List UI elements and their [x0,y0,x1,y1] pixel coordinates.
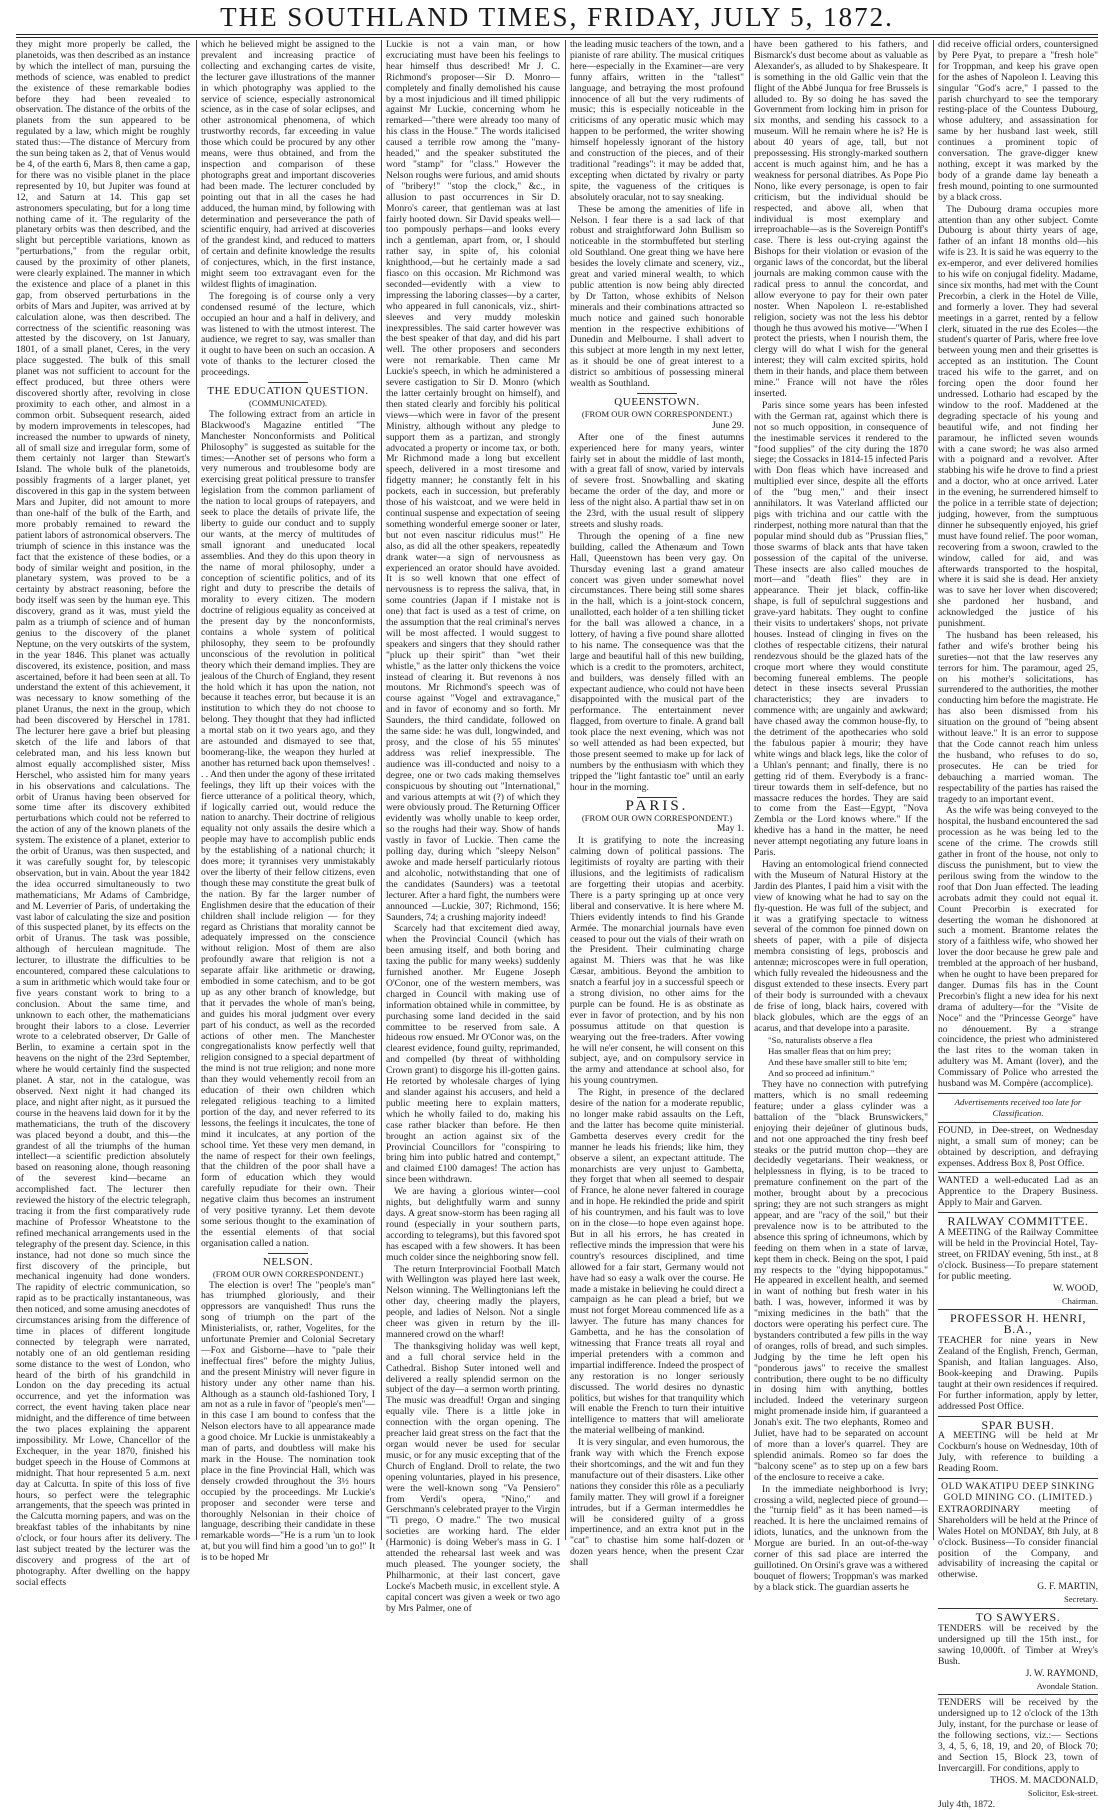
masthead-rule-2 [16,37,1098,38]
nelson-critique-text: the leading music teachers of the town, and a pianiste of rare ability. The musical critiques here—especially in the Examiner—are very funny affairs, written in the "tallest" language, and betraying the most profound innocence of all but the very rudiments of music; this is especially noticeable in the criticisms of any operatic music which may happen to be performed, the writer showing himself hopelessly ignorant of the history and construction of the pieces, and of their traditional "readings": it may be added that, excepting when dictated by rivalry or party spite, the vagueness of the critiques is absolutely oracular, not to say sneaking. [570,39,744,203]
ad-separator [938,1093,1098,1094]
queenstown-byline: (FROM OUR OWN CORRESPONDENT.) [581,408,733,419]
lecture-summary: The foregoing is of course only a very condensed resumé of the lecture, which occupied an hour and a half in delivery, and was listened to with the utmost interest. The audience, we regret to say, was smaller than it ought to have been on such an occasion. A vote of thanks to the lecturer closed the proceedings. [201,290,375,379]
ad-separator [938,1122,1098,1123]
professor-heading: PROFESSOR H. HENRI, B.A., [949,1311,1087,1337]
tenders-date: July 4th, 1872. [938,1798,996,1810]
column-5 [754,39,928,1593]
nelson-text-continued: Luckie is not a vain man, or how excruciating must have been his feelings to hear himself thus described! Mr J. C. Richmond's proposer—Sir D. Monro—completely and finally demolished his cause by a most injudicious and ill timed philippic against Mr Luckie, concerning whom he remarked—"there were already too many of his class in the House." The words italicised caused a terrible row among the "many-headed," and the speaker substituted the word "stamp" for "class." However the Nelson roughs were furious, and amid shouts of "bribery!" "stop the clock," &c., in allusion to past occurrences in Sir D. Monro's career, that gentleman was at last fairly hooted down. Sir David speaks well—too pompously perhaps—and looks every inch a gentleman, apart from, or, I should rather say, in spite of, his colonial knighthood,—but he certainly made a sad fiasco on this occasion. Mr Richmond was seconded—evidently with a view to impressing the laboring classes—by a carter, who appeared in full canonicals, viz., shirt-sleeves and very muddy moleskin inexpressibles. The said carter however was the best speaker of that day, and did his part well. The other proposers and seconders were not remarkable. Then came Mr Luckie's speech, in which he administered a severe castigation to Sir D. Monro (which the latter certainly brought on himself), and then stated clearly and forcibly his political views—which were in favor of the present Ministry, although without any pledge to support them as a partizan, and strongly advocated a property or income tax, or both. Mr Richmond made a long but excellent speech, delivered in a most tiresome and fidgetty manner; he constantly felt in his pockets, each in succession, but preferably those of his waistcoat, and we were held in continual suspense and expectation of seeing something wonderful emerge sooner or later, but not even nascitur ridiculus mus!" He also, as did all the other speakers, repeatedly drank water—a sign of nervousness as experienced an orator should have avoided. It is so well known that one effect of nervousness is to repress the saliva, that, in some countries (Japan if I mistake not is one) that fact is used as a test of crime, on the assumption that the real criminal's nerves will be most affected. I would suggest to speakers and singers that they should rather "pluck up their spirit" than "wet their whistle," as the latter only thickens the voice instead of clearing it. But revenons à nos moutons. Mr Richmond's speech was of course against "Vogel and extravagance," and in favor of economy and so forth. Mr Saunders, the third candidate, followed on the same side: he was dull, longwinded, and prosy, and the close of his 55 minutes' address was relief inexpressible. The audience was ill-conducted and noisy to a degree, one or two cads making themselves conspicuous by shouting out "International," and various attempts at wit (?) of which they were obviously proud. The Returning Officer evidently was wholly unable to keep order, so the roughs had their way. Show of hands vastly in favor of Luckie. Then came the polling day, during which "sleepy Nelson" awoke and made herself particularly riotous and alcoholic, notwithstanding that one of the candidates (Saunders) was a teetotal lecturer. After a hard fight, the numbers were announced —Luckie, 307; Richmond, 156; Saunders, 74; a crushing majority indeed! [386,39,560,923]
section-rule [637,393,677,394]
nelson-byline: (FROM OUR OWN CORRESPONDENT.) [212,1268,364,1279]
dubourg-procession-text: As the wife was being conveyed to the hospital, the husband encountered the sad procession as he was being led to the scene of the crime. The crowds still gather in front of the house, not only to discuss the punishment, but to view the perilous swing from the window to the roof that Don Juan effected. The leading acrobats admit they could not equal it. Count Precorbin is execrated for deserting the woman he dishonored at such a moment. Brantome relates the story of a faithless wife, who showed her lover the door because he grew pale and trembled at the approach of her husband, when he ought to have been prepared for danger. Dumas fils has in the Count Precorbin's flight a new idea for his next drama of adultery—for the "Visite de Noce" and the "Princesse George" have no dénouement. By a strange coincidence, the priest who administered the last rites to the woman taken in adultery was M. Amant (lover), and the Commissary of Police who arrested the husband was M. Compère (accomplice). [938,805,1098,1090]
railway-committee-heading: RAILWAY COMMITTEE. [947,1214,1089,1229]
education-byline: (COMMUNICATED). [248,398,328,408]
wakatipu-heading: OLD WAKATIPU DEEP SINKING GOLD MINING CO. (LIMITED.) [941,1481,1095,1503]
spar-bush-text: A MEETING will be held at Mr Cockburn's house on Wednesday, 10th of July, with reference to building a Reading Room. [938,1430,1098,1475]
queenstown-hall-text: Through the opening of a fine new building, called the Athenæum and Town Hall, Queenstown has been very gay. On Thursday evening last a grand amateur concert was given under somewhat novel circumstances. There being still some shares in the hall, which is a joint-stock concern, unallotted, each holder of a ten shilling ticket for the ball was allowed a chance, in a lottery, of having a five pound share allotted to his name. The consequence was that the large and beautiful hall of this new building, which is a credit to the promoters, architect, and builders, was densely filled with an expectant audience, who could not have been disappointed with the musical part of the performance. The entertainment never flagged, from overture to finale. A grand ball took place the next evening, which was not so well attended as had been expected, but those present seemed to make up for lack of numbers by the enthusiasm with which they tripped the "light fantastic toe" until an early hour in the morning. [570,530,744,793]
nelson-football-text: The return Interprovincial Football Match with Wellington was played here last week, Nelson winning. The Wellingtonians left the other day, cheering madly the players, people, and ladies of Nelson. Not a single cheer was given in return by the ill-mannered crowd on the wharf! [386,1263,560,1340]
section-rule [268,1253,308,1254]
queenstown-heading: QUEENSTOWN. [614,396,700,408]
nelson-heading: NELSON. [262,1255,314,1268]
queenstown-winter-text: After one of the finest autumns experienced here for many years, winter fairly set in about the middle of last month, with a great fall of snow, varied by intervals of severe frost. Snowballing and skating became the order of the day, and more or less of the night also. A partial thaw set in on the 23rd, with the usual result of slippery streets and slushy roads. [570,431,744,530]
column-divider [565,40,566,1540]
column-4 [570,39,744,1569]
paris-abbe-text: have been gathered to his fathers, and Bismarck's dust become about as valuable as Alexander's, as alluded to by Shakespeare. It is something in the old Gallic vein that the flight of the Abbé Junqua for free Brussels is alluded to. By so doing he has saved the Government from locking him in prison for six months, and sending his cassock to a museum. Will he remain where he is? He is about 40 years of age, tall, but not prepossessing. His strongly-marked southern accent is much against him, and he has a weakness for personal diatribes. As Pope Pio Nono, like every personage, is open to fair criticism, but the individual should be respected, and above all, when that individual is most exemplary and irreproachable—as is the Sovereign Pontiff's case. There is less out-crying against the Bishops for their violation or evasion of the organic laws of the concordat, but the liberal journals are making common cause with the radical press to annul the concordat, and allow everyone to pay for their own pater noster. When Napoleon I. re-established religion, society was not the less his debtor though he thus avowed his motive—"When I protect the priests, when I nourish them, the clergy will do what I wish for the general interest; they will calm excited spirits, hold them in their hands, and place them between mine." France will not have the rôles inserted. [754,39,928,399]
education-text: The following extract from an article in Blackwood's Magazine entitled "The Manchester Nonconformists and Political Philosophy" is suggested as suitable for the times:—Another set of persons who form a very numerous and troublesome body are exercising great political pressure to transfer legislation from the common parliament of the nation to local groups of ratepayers, and seek to place the details of private life, the liberty to guide our conduct and to supply our wants, at the mercy of multitudes of small ignorant and uneducated local assemblies. And they do this upon theory in the name of moral philosophy, under a conception of scientific politics, and of its right and duty to prescribe the details of morality to every citizen. The modern doctrine of religious equality as conceived at the present day by the nonconformists, contains a whole system of political philosophy, they seem to be profoundly unconscious of the revolution in political theory which their demand implies. They are jealous of the Church of England, they resent the hold which it has upon the nation, not because it teaches error, but because it is an institution to which they do not choose to belong. They thought that they had inflicted a mortal stab on it two years ago, and they are astounded and dismayed to see that, boomerang-like, the weapon they hurled at another has returned back upon themselves! . . . And then under the agony of these irritated feelings, they lift up their voices with the fierce utterance of a political theory, which, if logically carried out, would reduce the nation to anarchy. Their doctrine of religious equality not only assails the desire which a people may have to accomplish public ends by the establishing of a national church; it does more; it tyrannises very unmistakably over the liberty of their fellow citizens, even though these may constitute the great bulk of the nation. By far the larger number of Englishmen desire that the education of their children shall include religion — for they regard as Christians that morality cannot be adequately impressed on the conscience without religion. Most of them are also profoundly aware that religion is not a separate affair like arithmetic or drawing, embodied in some catechism, and to be got up as any other branch of knowledge, but that it pervades the whole of man's being, and guides his moral judgment over every part of his conduct, as well as the recorded actions of other men. The Manchester congregationalists know perfectly well that religion consigned to a special department of the mind is not true religion; and none more than they would vehemently recoil from an education of their own children which relegated religious teaching to a limited portion of the day, and never referred to its lessons, the feelings it inculcates, the tone of mind it inculcates, at any portion of the school time. Yet these very men demand, in the name of respect for their own feelings, that the children of the poor shall have a form of education which they would carefully repudiate for their own. Their negative claim thus becomes an instrument of very positive tyranny. Let them devote some serious thought to the examination of the essential elements of that social organisation called a nation. [201,408,375,1249]
nelson-minerals-text: These be among the amenities of life in Nelson. I fear there is a sad lack of that robust and straightforward John Bullism so noticeable in the stormbuffeted but sterling old Southland. One great thing we have here besides the lovely climate and scenery, viz., great and varied mineral wealth, to which public attention is now being ably directed by Dr Tatton, whose exhibits of Nelson minerals and their combinations attracted so much notice and gained such honorable mention in the respective exhibitions of Dunedin and Melbourne. I shall advert to this subject at more length in my next letter, as it should be one of great interest to a district so ambitious of possessing mineral wealth as Southland. [570,203,744,390]
column-divider [381,40,382,1540]
wakatipu-text: EXTRAORDINARY meeting of Shareholders will be held at the Prince of Wales Hotel on MONDAY, 8th July, at 8 o'clock. Business—To consider financial position of the Company, and advisability of increasing the capital or otherwise. [938,1503,1098,1581]
dubourg-husband-text: The husband has been released, his father and wife's brother being his sureties—not that the law reserves any terrors for him. The paramour, aged 25, on his mother's solicitations, has surrendered to the authorities, the mother conducting him before the magistrate. He has also been dismissed from his situation on the ground of "being absent without leave." It is an error to suppose that the Code cannot reach him unless the husband, who refuses to do so, prosecutes. He can be tried for debauching a married woman. The respectability of the parties has raised the tragedy to an important event. [938,629,1098,805]
paris-museum-text: Having an entomological friend connected with the Museum of Natural History at the Jardin des Plantes, I paid him a visit with the view of knowing what he had to say on the fly-question. He was full of the subject, and it was a gratifying spectacle to witness several of the common foe pinned down on sheets of paper, with a pile of disjecta membra consisting of legs, proboscis and antennæ; microscopes were in full operation, which fully revealed the hideousness and the disgust extended to these insects. Every part of their body is surrounded with a chevaux de frise of long, black hairs, covered with black globules, which are the eggs of an acarus, and that develope into a parasite. [754,858,928,1034]
sawyers-signature: J. W. RAYMOND, [1025,1667,1098,1679]
column-6 [938,39,1098,1810]
ad-found: FOUND, in Dee-street, on Wednesday night, a small sum of money; can be obtained by description, and defraying expenses. Address Box 8, Post Office. [938,1124,1098,1169]
nelson-music-text: The thanksgiving holiday was well kept, and a full choral service held in the Cathedral. Bishop Suter intoned well and delivered a really splendid sermon on the subject of the day—a sermon worth printing. The music was dreadful! Organ and singing equally vile. There is a little joke in connection with the organ opening. The preacher laid great stress on the fact that the organ would never be used for secular music, or for any music excepting that of the Church of England. Droll to relate, the two opening voluntaries, played in his presence, were the well-known song "Va Pensiero" from Verdi's opera, "Nino," and Gerschmann's celebrated prayer to the Virgin "Ti prego, O madre." The two musical societies are working hard. The elder (Harmonic) is doing Weber's mass in G. I attended the rehearsal last week and was much pleased. The younger society, the Philharmonic, at their last concert, gave Locke's Macbeth music, in excellent style. A capital concert was given a week or two ago by Mrs Palmer, one of [386,1340,560,1614]
masthead-rule [16,34,1098,35]
spar-bush-heading: SPAR BUSH. [981,1417,1055,1432]
columns [16,39,1098,1810]
tenders-title: Solicitor, Esk-street. [1027,1787,1098,1798]
railway-committee-title: Chairman. [1061,1295,1098,1306]
column-divider [196,40,197,1540]
ad-separator [938,1416,1098,1417]
ad-separator [938,1694,1098,1695]
queenstown-dateline: June 29. [712,419,744,431]
ad-wanted: WANTED a well-educated Lad as an Apprentice to the Drapery Business. Apply to Mair and Garven. [938,1175,1098,1209]
nelson-weather-text: We are having a glorious winter—cool nights, but delightfully warm and sunny days. A great snow-storm has been raging all round (especially in your southern parts, according to telegrams), but this favored spot has escaped with a few showers. It has been much colder since the neighboring snow fell. [386,1186,560,1263]
paris-heading: PARIS. [625,797,689,814]
column-divider [933,40,934,1540]
nelson-text: The election is over! The "people's man" has triumphed gloriously, and their oppressors are vanquished! Thus runs the song of triumph on the part of the Ministerialists, or, rather, Vogelites, for the unfortunate Premier and Colonial Secretary—Fox and Gisborne—have to "pale their ineffectual fires" before the mighty Julius, and the present Ministry will never figure in history under any other name than his. Although as a staunch old-fashioned Tory, I am not as a rule in favor of "people's men"—in this case I am bound to confess that the Nelson electors have to all appearance made a good choice. Mr Luckie is unmistakeably a man of parts, and doubtless will make his mark in the House. The nomination took place in the fine Provincial Hall, which was densely crowded throughout the 3½ hours occupied by the proceedings. Mr Luckie's proposer and seconder were terse and thoroughly Nelsonian in their choice of language, describing their candidate in these remarkable words—"He is a rum 'un to look at, but you will find him a good 'un to go!" It is to be hoped Mr [201,1279,375,1564]
paris-hippo-text: They have no connection with putrefying matters, which is no small redeeming feature; under a glass cylinder was a battalion of the "black Brunswickers," enjoying their dejeûner of glutinous buds, and not one approached the tiny fresh beef steaks or the putrid mutton chop—they are decidedly vegetarians. Their weakness, or helplessness in flying, is to be traced to premature confinement on the part of the mother, brought about by a precocious spring; they are not such strangers as might appear, and are "racy of the soil," but their prevalence now is to be attributed to the absence this spring of ichneumons, which by feeding on them when in a state of larvæ, kept them in check. Being on the spot, I paid my respects to the "dying hippopotamus." He appeared in excellent health, and seemed in want of nothing but fresh water in his bath. I was, however, informed it was by "mixing medicines in the bath" that the doctors were operating his perfect cure. The bystanders contributed a few pills in the way of oranges, rolls of bread, and such simples. Judging by the time he left open his "ponderous jaws" to receive the smallest contribution, there ought to be no difficulty in dosing him with anything, bottles included. Indeed the veterinary surgeon might promenade inside him, if guaranteed a Jonah's exit. The two elephants, Romeo and Juliet, have had to be separated on account of more than a lover's quarrel. They are splendid animals. Romeo so far does the "balcony scene" as to step up on a few bars of the enclosure to receive a cake. [754,1079,928,1483]
sawyers-location: Avondale Station. [1036,1680,1098,1691]
dubourg-drama-text: The Dubourg drama occupies more attention than any other subject. Comte Dubourg is about thirty years of age, father of an infant 18 months old—his wife is 23. It is said he was equerry to the ex-emperor, and ever delivered homilies to his wife on conjugal fidelity. Madame, since six months, had met with the Count Precorbin, a clerk in the Hotel de Ville, and formerly a lover. They had several meetings in a garret, rented by a fellow clerk, situated in the rue des Ecoles—the student's quarter of Paris, where free love between young men and their grisettes is accepted as an institution. The Count traced his wife to the garret, and on forcing open the door found her undressed. Lothario had escaped by the window to the roof. Maddened at the degrading spectacle of his young and beautiful wife, and not finding her paramour, he inflicted seven wounds with a cane sword; he was also armed with a poignard and a revolver. After stabbing his wife he drove to find a priest and a doctor, who at once arrived. Later in the evening, he surrendered himself to the police in a terrible state of dejection; judging, however, from the sumptuous dinner he subsequently enjoyed, his grief must have found relief. The poor woman, recovering from a swoon, crawled to the window, called for aid, and was afterwards transported to the hospital, where it is said she is dead. Her anxiety was to save her lover when discovered; she pardoned her husband, and acknowledged the justice of his punishment. [938,203,1098,630]
paris-ivry-text: In the immediate neighborhood is Ivry; crossing a wild, neglected piece of ground—the "turnip field" as it has been named—is reached. It is here the unclaimed remains of idiots, lunatics, and the unknown from the Morgue are buried. In an out-of-the-way corner of this sad place are interred the guillotined. On Orsini's grave was a withered bouquet of flowers; Troppman's was marked by a black stick. The guardian asserts he [754,1483,928,1593]
paris-insects-text: Paris since some years has been infested with the German rat, against which there is not so much opposition, in consequence of the inestimable services it rendered to the "food supplies" of the city during the 1870 siege; the Cossacks in 1814-15 infected Paris with Don fleas which have increased and multiplied ever since, despite all the efforts of the "bug men," and their insect annihilators. It was Vaterland afflicted our pigs with trichina and our cattle with the rinderpest, nothing more natural than that the popular mind should dub as "Prussian flies," those swarms of black ants that have taken possession of the capital of the universe. These insects are also called mouches de mort—and "death flies" they are in appearance. Their jet black, coffin-like shape, is full of sepulchral suggestions and grave-yard habitats. They ought to confine their visits to undertakers' shops, not private houses. Instead of clinging in fives on the clothes of respectable citizens, their natural rendezvous should be the glazed hats of the croque mort where they would constitute becoming funereal emblems. The people detect in these insects several Prussian characteristics; they are invaders to commence with; are ungainly and awkward; have chased away the common house-fly, to the detriment of the apothecaries who sold the fabulous papier à mourir; they have white wings and black legs, like the color of a Uhlan's pennant; and finally, there is no getting rid of them. Everybody is a franc-tireur towards them in self-defence, but no massacre reduces the hordes. They are said to come from the East—Egypt, "Nova Zembla or the Lord knows where." If the khedive has a hand in the matter, he need never attempt negotiating any future loans in Paris. [754,399,928,859]
paris-grave-text: did receive official orders, countersigned by Pere Pyat, to prepare a "fresh hole" for Troppman, and keep his grave open for the ashes of Napoleon I. Leaving this singular "God's acre," I passed to the parish churchyard to see the temporary resting-place of the Countess Dubourg, whose adultery, and assassination for same by her husband last week, still continues a prominent topic of conversation. The grave-digger knew nothing, except it was marked by the body of a grande dame lay beneath a fresh mound, pointing to one surmounted by a black cross. [938,39,1098,203]
professor-text: TEACHER for nine years in New Zealand of the English, French, German, Spanish, and Italian languages. Also, Book-keeping and Drawing. Pupils taught at their own residences if required. For further information, apply by letter, addressed Post Office. [938,1335,1098,1412]
wakatipu-title: Secretary. [1063,1594,1098,1605]
paris-gambetta-text: The Right, in presence of the declared desire of the nation for a moderate republic, no longer make rabid assaults on the Left, and the latter has become quite ministerial. Gambetta deserves every credit for the manner he leads his friends; like him, they observe a silent, an expectant attitude. The monarchists are very unjust to Gambetta, they forget that when all seemed to despair of France, he alone never faltered in courage and in hope. He rekindled the pride and spirit of his countrymen, and his fault was to love on in the close—to hope even against hope. But in all his errors, he has created in reflective minds the impression that were his country's resources disciplined, and time allowed for a fair start, Germany would not have had so easy a walk over the course. He made a mistake in believing he could direct a campaign as he can plead a brief, but we must not forget Moreau commenced life as a lawyer. The future has many chances for Gambetta, and he has the consolation of witnessing that France treats all royal and imperial pretenders with a common and impartial indifference. Indeed the prospect of any restoration is no longer seriously discussed. The world desires no dynastic politics, but wishes for that tranquility which will enable the French to turn their intuitive intelligence to matters that will ameliorate the material wellbeing of mankind. [570,1087,744,1437]
paris-byline: (FROM OUR OWN CORRESPONDENT.) [581,812,733,823]
column-3 [386,39,560,1614]
sawyers-heading: TO SAWYERS. [975,1610,1061,1625]
ad-separator [938,1309,1098,1310]
ad-separator [938,1608,1098,1609]
lecture-text-continued: they might more properly be called, the planetoids, was then described as an instance by which the intellect of man, pursuing the methods of science, was enabled to predict the existence of these remarkable bodies before they had been revealed to observation. The distance of the orbits of the planets from the sun appeared to be regulated by a law, which might be roughly stated thus:—The distance of Mercury from the sun being taken as 2, that of Venus would be 4, of the earth 6, Mars 8, then came a gap, for there was no visible planet in the place represented by 10, but Jupiter was found at 12, and Saturn at 14. This gap set astronomers speculating, but for a long time nothing came of it. The regularity of the planetary orbits was then described, and the slight but perceptible variations, known as "perturbations," from the regular orbit, caused by the proximity of other planets, were clearly explained. The manner in which the existence and place of a planet in this gap, from observed perturbations in the orbits of Mars and Jupiter, was arrived at by calculation alone, was then described. The correctness of the scientific reasoning was attested by the discovery, on 1st January, 1801, of a small planet, Ceres, in the very place suggested. The bulk of this small planet was not sufficient to account for the effect produced, but three others were discovered shortly after, revolving in close proximity to each other, and almost in a common orbit. Subsequent research, aided by modern improvements in telescopes, had increased the number to upwards of ninety, all of small size and irregular form, some of them certainly not larger than Stewart's Island. The whole bulk of the planetoids, possibly fragments of a larger planet, yet discovered in this gap in the system between Mars and Jupiter, did not amount to more than one-half of the bulk of the Earth, and more probably remained to reward the patient labors of astronomical observers. The triumph of science in this instance was the fact that the existence of these bodies, or a body of similar weight and position, in the planetary system, was proved to be a certainty by abstract reasoning, before the body itself was seen by the human eye. This discovery, grand as it was, must yield the palm as a triumph of science and of human genius to the discovery of the planet Neptune, on the very outskirts of the system, in the year 1846. This planet was actually discovered, its existence, position, and mass ascertained, before it had been seen at all. To understand the extent of this achievement, it was necessary to know something of the planet Uranus, the next in the group, which had been discovered by Herschel in 1781. The lecturer here gave a brief but pleasing sketch of the life and labors of that celebrated man, and his less known but almost equally accomplished sister, Miss Herschel, who assisted him for many years in his observations and calculations. The orbit of Uranus having been observed for some time after its discovery exhibited perturbations which could not be referred to the action of any of the known planets of the system. The existence of a planet, exterior to the orbit of Uranus, was then suspected, and it was carefully sought for, by telescopic observation, but in vain. About the year 1842 the idea occurred simultaneously to two mathematicians, Mr Adams of Cambridge, and M. Leverrier of Paris, of undertaking the vast labor of calculating the size and position of this suspected planet, by its effects on the orbit of Uranus. The task was possible, although of herculean magnitude. The lecturer, to illustrate the difficulties to be encountered, compared these calculations to a sum in arithmetic which would take four or five years constant work to bring to a conclusion. About the same time, and unknown to each other, the mathematicians brought their labors to a close. Leverrier wrote to a celebrated observer, Dr Galle of Berlin, to examine a certain spot in the heavens on the night of the 23rd September, where he would certainly find the suspected planet. A star, not in the catalogue, was observed. Next night it had changed its place, and night after night, as it pursued the course in the heavens laid down for it by the mathematicians, the truth of the discovery was placed beyond a doubt, and this—the grandest of all the triumphs of the human intellect—a scientific prediction absolutely based on reasoning alone, though reasoning of the severest kind—became an accomplished fact. The lecturer then reviewed the history of the electric telegraph, tracing it from the first comparatively rude machine of Professor Wheatstone to the refined mechanical arrangements used in the telegraphy of the present day. Science, in this instance, had not done so much since the first discovery of the principle, but mechanical ingenuity had done wonders. The rapidity of electric communication, so rapid as to be practically instantaneous, was then noticed, and some amusing anecdotes of circumstances arising from the difference of time in places of different longitude connected by telegraph were narrated, notably one of an old gentleman residing some distance to the west of London, who heard of the birth of his grandchild in London on the day preceding its actual occurrence, and yet the information was correct, the event having taken place near midnight, and the difference of time between the two places explaining the apparent impossibility. Mr Lowe, Chancellor of the Exchequer, in the year 1870, finished his budget speech in the House of Commons at midnight. That hour represented 5 a.m. next day at Calcutta. In spite of this loss of five hours, so perfect were the telegraphic arrangements, that the speech was printed in the Calcutta morning papers, and was on the breakfast tables of the inhabitants by nine o'clock, or four hours after its delivery. The last subject treated by the lecturer was the discovery and progress of the art of photography. After dwelling on the happy social effects [16,39,190,1588]
column-divider [749,40,750,1540]
tenders-signature: THOS. M. MACDONALD, [990,1774,1098,1786]
flea-verse: "So, naturalists observe a flea Has smaller fleas that on him prey; And these have smaller still to bite 'em; And so proceed ad infinitum." [768,1035,908,1079]
ad-separator [938,1478,1098,1479]
railway-committee-text: A MEETING of the Railway Committee will be held in the Provincial Hotel, Tay-street, on FRIDAY evening, 5th inst., at 8 o'clock. Business—To prepare statement for public meeting. [938,1227,1098,1282]
paris-politics-text: It is gratifying to note the increasing calming down of political passions. The legitimists of royalty are parting with their illusions, and the legitimists of radicalism are forgetting their utopias and acerbity. There is a party springing up at once very liberal and conservative. It is here where M. Thiers evidently intends to find his Grande Armée. The monarchial journals have even ceased to pour out the vials of their wrath on the President. Their culminating charge against M. Thiers was that he was like Cæsar, ambitious. Beyond the ambition to snatch a fearful joy in a successful speech or a strong division, no other aims for the purple can be found. He is as obstinate as ever in favor of protection, and by his non possumus attitude on that question is wearying out the free-traders. After vowing he will ne'er consent, he will consent on this subject, aye, and on compulsory service in the army and attendance at school also, for his young countrymen. [570,835,744,1087]
late-ads-notice: Advertisements received too late for Classification. [954,1097,1082,1118]
wakatipu-signature: G. F. MARTIN, [1037,1581,1098,1593]
masthead-title: THE SOUTHLAND TIMES, FRIDAY, JULY 5, 1872. [220,2,894,32]
tenders-text: TENDERS will be received by the undersigned up to 12 o'clock of the 13th July, instant, for the purchase or lease of the following sections, viz.:— Sections 3, 4, 5, 6, 18, 19, and 20, of Block 70; and Section 15, Block 23, town of Invercargill. For conditions, apply to [938,1697,1098,1774]
lecture-text-end: which he believed might be assigned to the prevalent and increasing practice of collecting and exchanging cartes de visite, the lecturer gave illustrations of the manner in which photography was applied to the service of science, especially astronomical science, as in the case of solar eclipses, and other astronomical phenomena, of which trustworthy records, far exceeding in value those which could be procured by any other means, were thus obtained, and from the inspection and comparison of these photographs great and important discoveries had been made. The lecturer concluded by pointing out that in all the cases he had adduced, the human mind, by following with determination and perseverance the path of scientific enquiry, had arrived at discoveries of the grandest kind, and reduced to matters of certain and definite knowledge the results of conjectures, which, in the first instance, might seem too extravagant even for the wildest flights of imagination. [201,39,375,290]
column-2 [201,39,375,1564]
ad-separator [938,1172,1098,1173]
nelson-council-text: Scarcely had that excitement died away, when the Provincial Council (which has been amusing itself, and both boring and taxing the public for many weeks) suddenly furnished another. Mr Eugene Joseph O'Conor, one of the western members, was charged in Council with making use of information obtained while in committee, by purchasing some land decided in the said committee to be reserved from sale. A hideous row ensued. Mr O'Conor was, on the clearest evidence, found guilty, reprimanded, and compelled (by threat of withholding Crown grant) to disgorge his ill-gotten gains. He retorted by wholesale charges of lying and slander against his accusers, and held a public meeting here to explain matters, which he wholly failed to do, making his case rather blacker than before. He then brought an action against six of the Provincial Councillors for "conspiring to bring him into public hatred and contempt," and claimed £100 damages! The action has since been withdrawn. [386,923,560,1186]
paris-french-humor-text: It is very singular, and even humorous, the frank way with which the French expose their shortcomings, and the wit and fun they manufacture out of their disasters. Like other nations they consider this rôle as a peculiarly family matter. They will growl if a foreigner intrudes, but if a German intermeddles he will be considered guilty of a gross impertinence, and an extra knot put in the "cat" to chastise him some half-dozen or dozen years hence, when the present Czar shall [570,1437,744,1569]
railway-committee-signature: W. WOOD, [1052,1282,1098,1294]
paris-dateline: May 1. [716,823,744,835]
ad-separator [938,1212,1098,1213]
section-rule [268,382,308,383]
sawyers-text: TENDERS will be received by the undersigned up till the 15th inst., for sawing 10,000ft. of Timber at Wrey's Bush. [938,1622,1098,1667]
column-1 [16,39,190,1588]
education-heading: THE EDUCATION QUESTION. [207,385,369,398]
